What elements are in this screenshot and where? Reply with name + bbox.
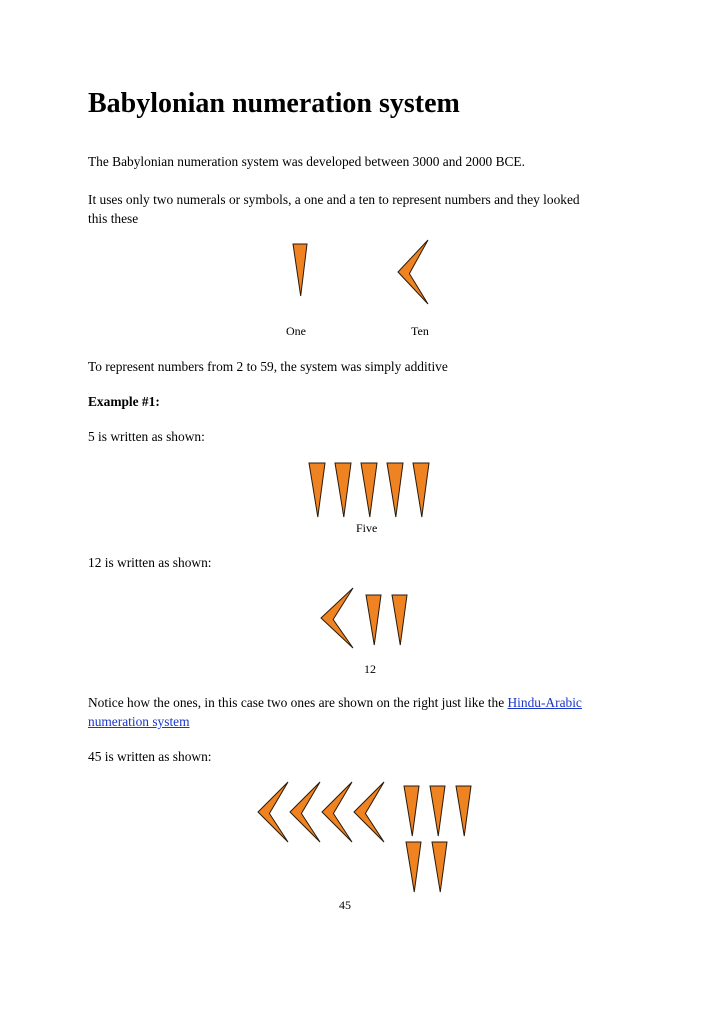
intro-paragraph-2-line1: It uses only two numerals or symbols, a one and a ten to represent numbers and they looked [88,192,580,207]
ten-wedge-icon [321,588,353,648]
example-45-text: 45 is written as shown: [88,749,212,764]
one-wedge-icon [430,786,445,836]
ten-wedge-icon [398,240,428,304]
one-symbol-caption: One [286,324,306,338]
ten-wedge-icon [290,782,320,842]
twelve-caption: 12 [364,662,376,676]
one-wedge-icon [293,244,307,296]
one-wedge-icon [413,463,429,517]
one-wedge-icon [392,595,407,645]
example-12-text: 12 is written as shown: [88,555,212,570]
ten-symbol-caption: Ten [411,324,429,338]
hindu-arabic-link-part2[interactable]: numeration system [88,714,190,729]
figure-symbols [293,240,428,304]
one-wedge-icon [335,463,351,517]
one-wedge-icon [404,786,419,836]
one-wedge-icon [456,786,471,836]
example-5-text: 5 is written as shown: [88,429,205,444]
one-wedge-icon [406,842,421,892]
figure-fortyfive [258,782,471,892]
ten-wedge-icon [354,782,384,842]
additive-paragraph: To represent numbers from 2 to 59, the system was simply additive [88,359,448,374]
intro-paragraph-2-line2: this these [88,211,139,226]
fortyfive-caption: 45 [339,898,351,912]
notice-text: Notice how the ones, in this case two ones are shown on the right just like the [88,695,508,710]
intro-paragraph-1: The Babylonian numeration system was developed between 3000 and 2000 BCE. [88,154,525,169]
five-caption: Five [356,521,378,535]
one-wedge-icon [361,463,377,517]
ten-wedge-icon [322,782,352,842]
example-heading: Example #1: [88,394,160,409]
figure-twelve [321,588,407,648]
figure-five [309,463,429,517]
one-wedge-icon [432,842,447,892]
hindu-arabic-link-part1[interactable]: Hindu-Arabic [507,695,582,710]
one-wedge-icon [387,463,403,517]
one-wedge-icon [366,595,381,645]
one-wedge-icon [309,463,325,517]
page-title: Babylonian numeration system [88,88,460,119]
ten-wedge-icon [258,782,288,842]
